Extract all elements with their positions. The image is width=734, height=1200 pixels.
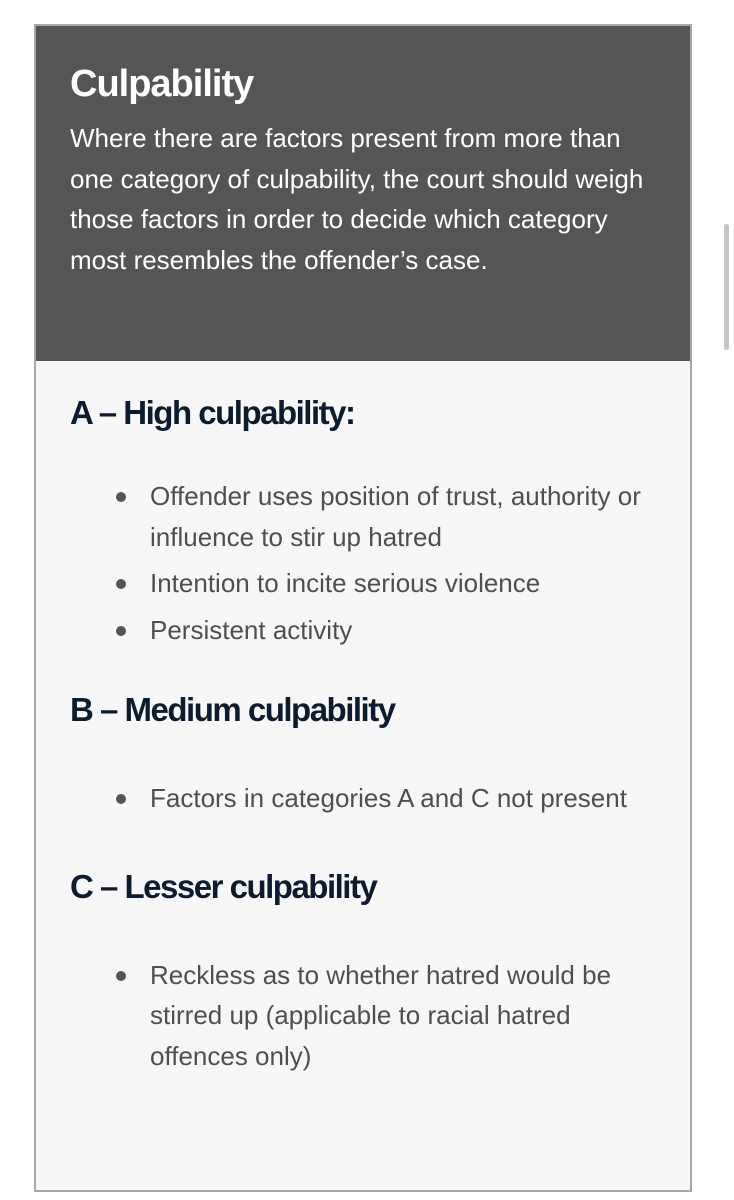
bullet-icon [116, 492, 126, 502]
medium-culpability-factor-list [70, 778, 656, 819]
section-heading-lesser-culpability: C – Lesser culpability [70, 867, 377, 905]
list-item [150, 610, 656, 651]
section-heading-medium-culpability: B – Medium culpability [70, 691, 395, 728]
list-item [150, 778, 656, 819]
list-item-text: Intention to incite serious violence [150, 568, 541, 598]
panel-title: Culpability [70, 63, 254, 105]
bullet-icon [116, 971, 126, 981]
list-item [150, 563, 656, 604]
high-culpability-factor-list [70, 476, 656, 650]
scrollbar-thumb[interactable] [724, 224, 729, 350]
lesser-culpability-factor-list [70, 955, 656, 1077]
list-item-text: Offender uses position of trust, authority or influence to stir up hatred [150, 481, 641, 552]
culpability-panel [34, 24, 692, 1192]
section-heading-high-culpability: A – High culpability: [70, 394, 355, 431]
list-item [150, 955, 656, 1077]
list-item-text: Reckless as to whether hatred would be stirred up (applicable to racial hatred offences only) [150, 959, 612, 1071]
panel-body [36, 361, 690, 1076]
list-item-text: Factors in categories A and C not present [150, 783, 627, 813]
bullet-icon [116, 794, 126, 804]
list-item-text: Persistent activity [150, 614, 353, 645]
list-item [150, 476, 656, 557]
panel-header [36, 26, 690, 361]
panel-intro-text: Where there are factors present from more than one category of culpability, the court should weigh those factors in order to decide which category most resembles the offender’s case. [70, 123, 644, 275]
bullet-icon [116, 579, 126, 589]
bullet-icon [116, 626, 126, 636]
